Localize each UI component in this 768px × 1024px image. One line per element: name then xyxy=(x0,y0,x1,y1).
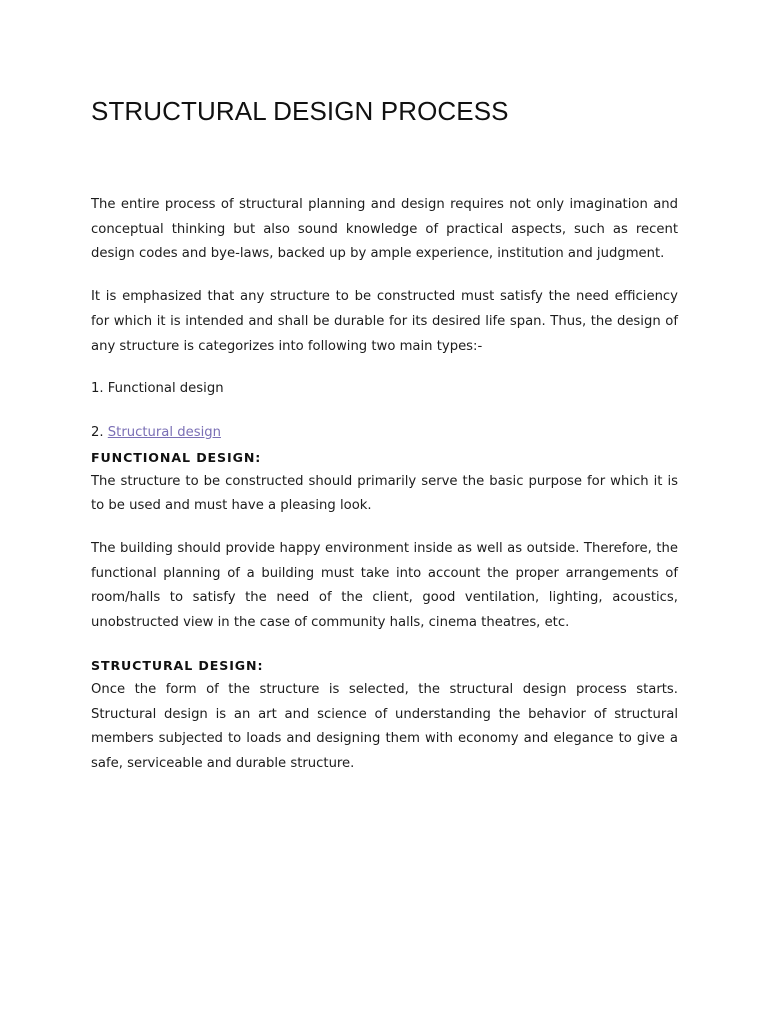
functional-paragraph-2: The building should provide happy environment inside as well as outside. Therefore, the functional planning of a building must take into account the proper arrangements of room/halls to satisfy the need of the client, good ventilation, lighting, acoustics, unobstructed view in the case of community halls, cinema theatres, etc. xyxy=(91,541,678,631)
structural-design-heading: STRUCTURAL DESIGN: xyxy=(91,657,264,673)
structural-paragraph: Once the form of the structure is selected, the structural design process starts. Structural design is an art and science of understanding the behavior of structural members subjected to loads and designing them with economy and elegance to give a safe, serviceable and durable structure. xyxy=(91,681,678,771)
functional-design-heading: FUNCTIONAL DESIGN: xyxy=(91,449,262,465)
list-item-prefix: 2. xyxy=(91,424,108,440)
list-item-functional: 1. Functional design xyxy=(91,381,224,397)
list-item-structural xyxy=(91,421,678,446)
structural-design-link[interactable]: Structural design xyxy=(107,424,221,440)
intro-paragraph: The entire process of structural planning and design requires not only imagination and conceptual thinking but also sound knowledge of practical aspects, such as recent design codes and bye-laws, backed up by ample experience, institution and judgment. xyxy=(91,197,678,262)
page-title: STRUCTURAL DESIGN PROCESS xyxy=(91,96,509,126)
emphasis-paragraph: It is emphasized that any structure to be constructed must satisfy the need efficiency for which it is intended and shall be durable for its desired life span. Thus, the design of any structure is categorizes into following two main types:- xyxy=(91,289,678,354)
document-body xyxy=(91,94,678,777)
functional-paragraph-1: The structure to be constructed should primarily serve the basic purpose for which it is to be used and must have a pleasing look. xyxy=(91,473,678,514)
